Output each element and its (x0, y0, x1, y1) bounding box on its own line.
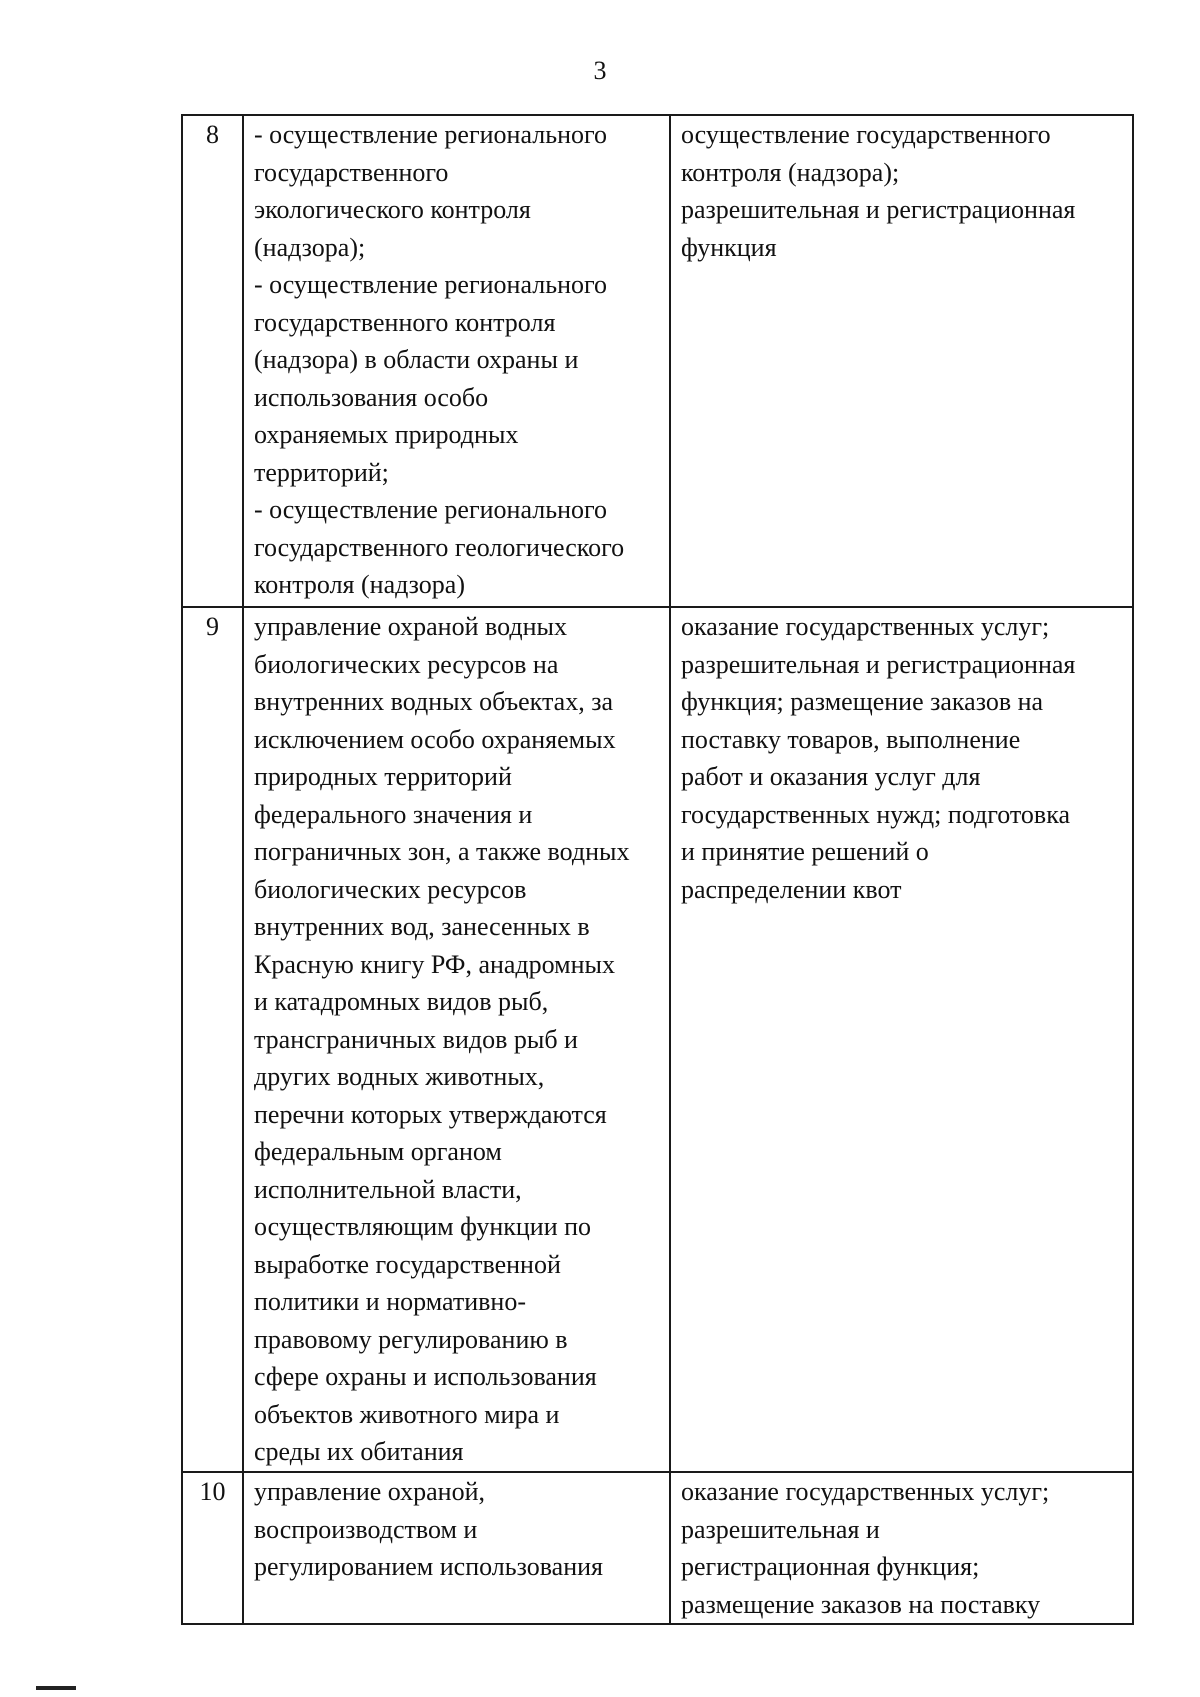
functions-cell: оказание государственных услуг; разрешительная и регистрационная функция; размещение заказов на поставку товаров, выполнение работ и оказания услуг для государственных нужд; подготовка и принятие решений о распределении квот (670, 607, 1133, 1472)
table-row (182, 115, 1133, 607)
functions-cell: осуществление государственного контроля (надзора); разрешительная и регистрационная функция (670, 115, 1133, 607)
activity-cell: - осуществление регионального государственного экологического контроля (надзора); - осуществление регионального государственного контроля (надзора) в области охраны и использования особо охраняемых природных территорий; - осуществление регионального государственного геологического контроля (надзора) (243, 115, 670, 607)
functions-cell: оказание государственных услуг; разрешительная и регистрационная функция; размещение заказов на поставку (670, 1472, 1133, 1624)
scan-edge-mark (36, 1686, 76, 1690)
row-number: 8 (182, 115, 243, 607)
page-number: 3 (593, 56, 607, 85)
table-row (182, 607, 1133, 1472)
table-row (182, 1472, 1133, 1624)
activity-cell: управление охраной, воспроизводством и регулированием использования (243, 1472, 670, 1624)
functions-table (181, 114, 1134, 1625)
activity-cell: управление охраной водных биологических ресурсов на внутренних водных объектах, за исключением особо охраняемых природных территорий федерального значения и пограничных зон, а также водных биологических ресурсов внутренних вод, занесенных в Красную книгу РФ, анадромных и катадромных видов рыб, трансграничных видов рыб и других водных животных, перечни которых утверждаются федеральным органом исполнительной власти, осуществляющим функции по выработке государственной политики и нормативно- правовому регулированию в сфере охраны и использования объектов животного мира и среды их обитания (243, 607, 670, 1472)
row-number: 9 (182, 607, 243, 1472)
row-number: 10 (182, 1472, 243, 1624)
